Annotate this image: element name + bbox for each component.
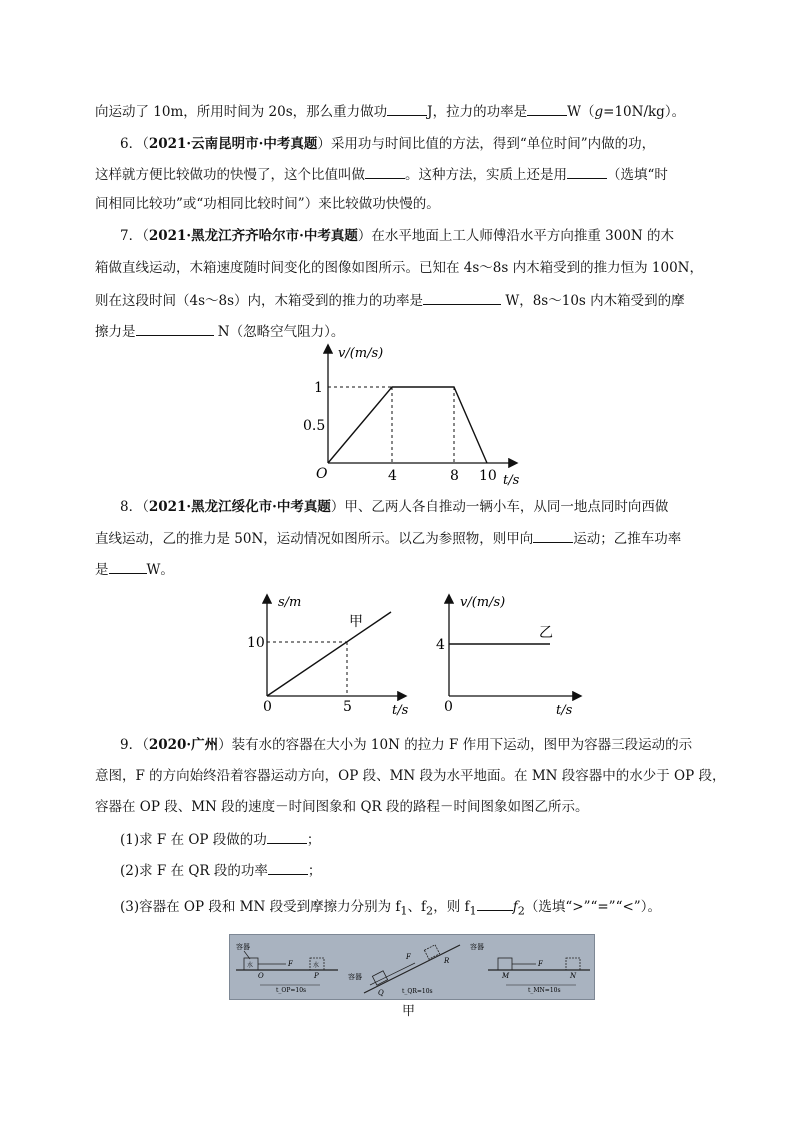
- answer-blank[interactable]: [365, 164, 405, 179]
- x-tick-label: 5: [343, 699, 352, 715]
- q9-sub1: (1)求 F 在 OP 段做的功 ；: [120, 829, 320, 850]
- figure-caption: 甲: [402, 1004, 416, 1019]
- q8-vt-graph: [430, 588, 590, 723]
- q8-source-tag: 2021·黑龙江绥化市·中考真题: [148, 499, 331, 515]
- q9-figure-jia: [229, 934, 595, 1000]
- motion-diagram: [230, 935, 594, 999]
- answer-blank[interactable]: [567, 164, 607, 179]
- x-axis-label: t/s: [556, 703, 573, 718]
- svg-text:水: 水: [247, 962, 254, 969]
- x-tick-label: 8: [450, 468, 459, 484]
- svg-text:Q: Q: [378, 989, 384, 997]
- series-label: 乙: [539, 625, 553, 641]
- q6-line2: 这样就方便比较做功的快慢了，这个比值叫做 。这种方法，实质上还是用 （选填“时: [95, 164, 668, 185]
- x-axis-label: t/s: [392, 703, 409, 718]
- origin-label: O: [316, 466, 328, 482]
- y-tick-label: 10: [247, 635, 265, 651]
- y-tick-label: 4: [436, 637, 445, 653]
- q9-line1: 9．（2020·广州）装有水的容器在大小为 10N 的拉力 F 作用下运动，图甲为容器三段运动的示: [120, 737, 693, 753]
- series-label: 甲: [349, 614, 363, 630]
- q5-continuation: 向运动了 10m，所用时间为 20s，那么重力做功 J，拉力的功率是 W（g=10N/kg）。: [95, 101, 685, 122]
- svg-text:F: F: [406, 953, 411, 961]
- svg-text:R: R: [444, 957, 450, 965]
- origin-label: 0: [444, 699, 453, 715]
- q9-line2: 意图，F 的方向始终沿着容器运动方向，OP 段、MN 段为水平地面。在 MN 段容器中的水少于 OP 段，: [95, 768, 726, 784]
- q7-vt-graph: [290, 338, 530, 488]
- q7-line3: 则在这段时间（4s～8s）内，木箱受到的推力的功率是 W，8s～10s 内木箱受到的摩: [95, 290, 685, 311]
- answer-blank[interactable]: [527, 101, 567, 116]
- svg-text:N: N: [570, 972, 577, 980]
- svg-text:t_MN=10s: t_MN=10s: [528, 987, 561, 994]
- y-axis-label: s/m: [278, 595, 302, 610]
- answer-blank[interactable]: [423, 290, 501, 305]
- svg-text:t_QR=10s: t_QR=10s: [402, 988, 433, 995]
- svg-text:容器: 容器: [470, 943, 484, 951]
- q8-st-graph: [240, 588, 415, 723]
- answer-blank[interactable]: [109, 559, 147, 574]
- q8-line2: 直线运动，乙的推力是 50N，运动情况如图所示。以乙为参照物，则甲向 运动；乙推车功率: [95, 528, 681, 549]
- q7-line1: 7．（2021·黑龙江齐齐哈尔市·中考真题）在水平地面上工人师傅沿水平方向推重 300N 的木: [120, 228, 674, 244]
- svg-text:水: 水: [313, 962, 320, 969]
- svg-text:O: O: [258, 972, 264, 980]
- q6-line3: 间相同比较功”或“功相同比较时间”）来比较做功快慢的。: [95, 196, 440, 212]
- answer-blank[interactable]: [387, 101, 427, 116]
- q9-sub2: (2)求 F 在 QR 段的功率 ；: [120, 860, 321, 881]
- q9-line3: 容器在 OP 段、MN 段的速度－时间图象和 QR 段的路程－时间图象如图乙所示。: [95, 799, 589, 815]
- x-tick-label: 4: [388, 468, 397, 484]
- svg-text:t_OP=10s: t_OP=10s: [276, 987, 307, 994]
- q6-line1: 6．（2021·云南昆明市·中考真题）采用功与时间比值的方法，得到“单位时间”内做的功，: [120, 136, 656, 152]
- y-tick-label: 0.5: [303, 418, 326, 434]
- svg-text:F: F: [288, 960, 293, 968]
- y-axis-label: v/(m/s): [338, 346, 384, 361]
- svg-text:P: P: [314, 972, 319, 980]
- svg-text:容器: 容器: [236, 943, 250, 951]
- x-tick-label: 10: [479, 468, 497, 484]
- svg-text:F: F: [538, 960, 543, 968]
- svg-text:M: M: [502, 972, 510, 980]
- q9-source-tag: 2020·广州: [148, 737, 219, 753]
- y-tick-label: 1: [314, 380, 323, 396]
- answer-blank[interactable]: [533, 528, 573, 543]
- q6-source-tag: 2021·云南昆明市·中考真题: [148, 136, 318, 152]
- q8-line3: 是 W。: [95, 559, 174, 580]
- answer-blank[interactable]: [136, 321, 214, 336]
- q9-sub3: (3)容器在 OP 段和 MN 段受到摩擦力分别为 $f_1$、$f_2$，则 $f_1$ $f_2$（选填“>”“=”“<”）。: [120, 896, 661, 922]
- origin-label: 0: [263, 699, 272, 715]
- q7-source-tag: 2021·黑龙江齐齐哈尔市·中考真题: [148, 228, 358, 244]
- q7-line4: 擦力是 N（忽略空气阻力）。: [95, 321, 344, 342]
- svg-text:容器: 容器: [348, 973, 362, 981]
- y-axis-label: v/(m/s): [460, 595, 506, 610]
- answer-blank[interactable]: [267, 829, 307, 844]
- x-axis-label: t/s: [503, 473, 520, 488]
- answer-blank[interactable]: [268, 860, 308, 875]
- q7-line2: 箱做直线运动，木箱速度随时间变化的图像如图所示。已知在 4s～8s 内木箱受到的推力恒为 100N，: [95, 260, 703, 276]
- q8-line1: 8．（2021·黑龙江绥化市·中考真题）甲、乙两人各自推动一辆小车，从同一地点同时向西做: [120, 499, 669, 515]
- answer-blank[interactable]: [477, 896, 513, 911]
- series-jia-line: [267, 612, 391, 696]
- velocity-line: [328, 387, 487, 463]
